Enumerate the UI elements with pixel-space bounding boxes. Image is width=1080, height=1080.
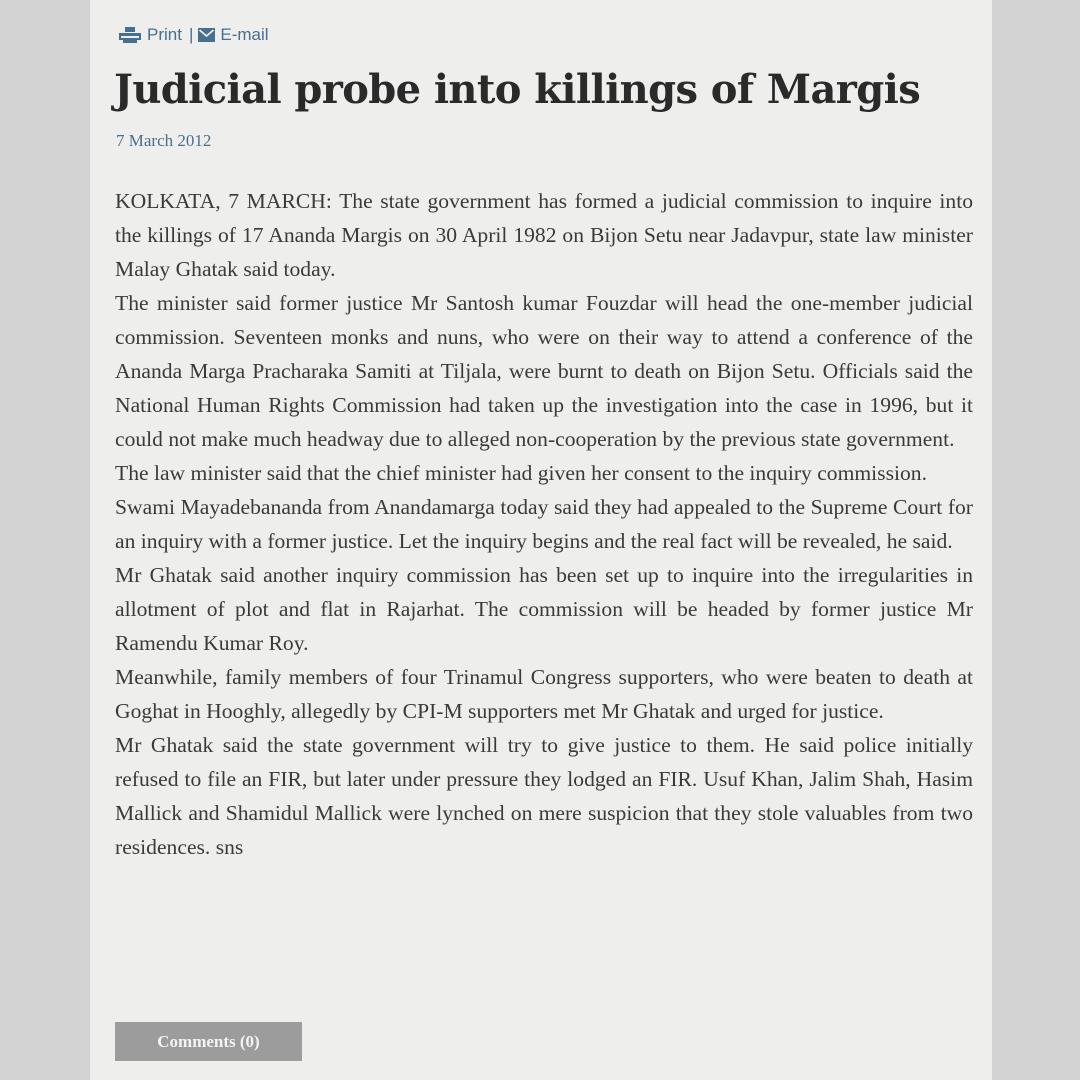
article-body [115,184,973,864]
article-date: 7 March 2012 [116,131,212,150]
article-paragraph: KOLKATA, 7 MARCH: The state government has formed a judicial commission to inquire into the killings of 17 Ananda Margis on 30 April 1982 on Bijon Setu near Jadavpur, state law minister Malay Ghatak said today. [115,189,973,281]
article-paragraph: The law minister said that the chief minister had given her consent to the inquiry commission. [115,461,927,485]
printer-icon [118,27,147,43]
envelope-icon [198,28,220,42]
email-link[interactable] [198,25,268,45]
article-paragraph: Mr Ghatak said another inquiry commission has been set up to inquire into the irregularities in allotment of plot and flat in Rajarhat. The commission will be headed by former justice Mr Ramendu Kumar Roy. [115,563,973,655]
comments-button[interactable]: Comments (0) [115,1022,302,1061]
article-title: Judicial probe into killings of Margis [114,66,921,113]
article-paragraph: Meanwhile, family members of four Trinamul Congress supporters, who were beaten to death at Goghat in Hooghly, allegedly by CPI-M supporters met Mr Ghatak and urged for justice. [115,665,973,723]
print-label: Print [147,25,182,44]
print-link[interactable] [118,25,182,45]
article-paragraph: The minister said former justice Mr Santosh kumar Fouzdar will head the one-member judicial commission. Seventeen monks and nuns, who were on their way to attend a conference of the Ananda Marga Pracharaka Samiti at Tiljala, were burnt to death on Bijon Setu. Officials said the National Human Rights Commission had taken up the investigation into the case in 1996, but it could not make much headway due to alleged non-cooperation by the previous state government. [115,291,973,451]
article-paragraph: Mr Ghatak said the state government will try to give justice to them. He said police initially refused to file an FIR, but later under pressure they lodged an FIR. Usuf Khan, Jalim Shah, Hasim Mallick and Shamidul Mallick were lynched on mere suspicion that they stole valuables from two residences. sns [115,733,973,859]
article-paragraph: Swami Mayadebananda from Anandamarga today said they had appealed to the Supreme Court for an inquiry with a former justice. Let the inquiry begins and the real fact will be revealed, he said. [115,495,973,553]
toolbar-separator: | [188,25,194,44]
email-label: E-mail [220,25,269,44]
article-toolbar [118,23,269,47]
